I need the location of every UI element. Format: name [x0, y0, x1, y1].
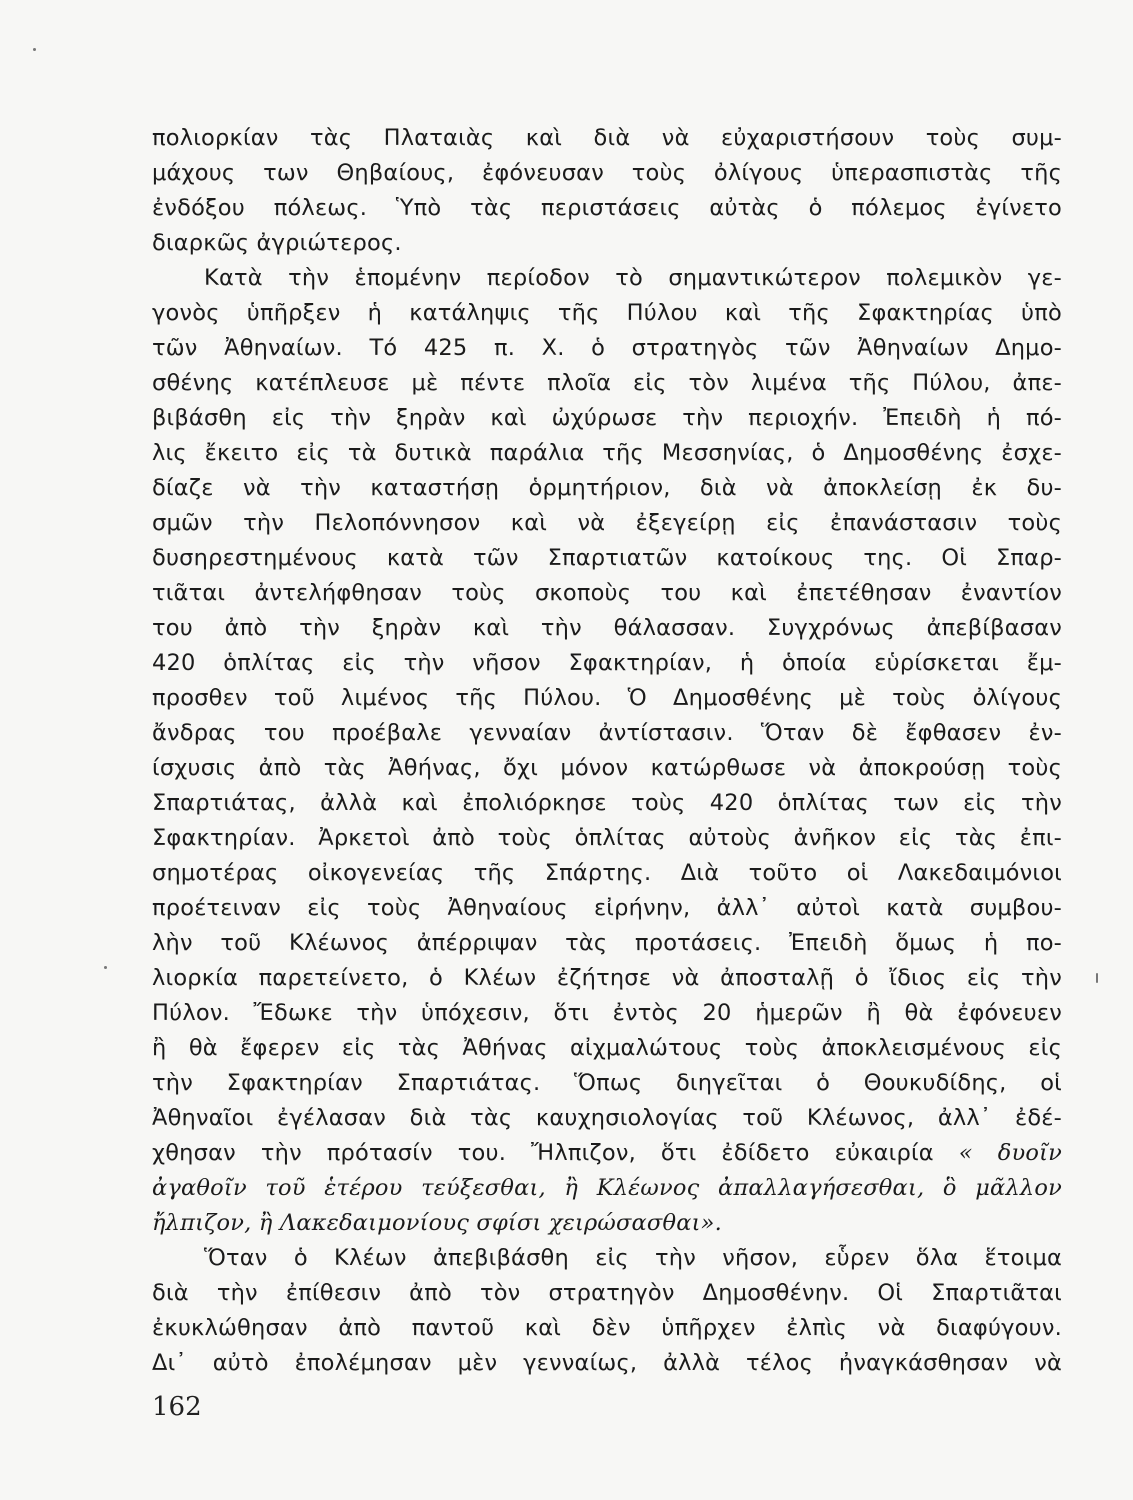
- scan-speck: [1096, 973, 1098, 983]
- text-line-with-quote: [152, 1136, 1062, 1171]
- paragraph-start-line: Ὅταν ὁ Κλέων ἀπεβιβάσθη εἰς τὴν νῆσον, εὗρεν ὅλα ἕτοιμα: [204, 1245, 1062, 1271]
- text-line: μάχους των Θηβαίους, ἐφόνευσαν τοὺς ὀλίγους ὑπερασπιστὰς τῆς: [152, 160, 1062, 186]
- text-line: Σπαρτιάτας, ἀλλὰ καὶ ἐπολιόρκησε τοὺς 420 ὁπλίτας των εἰς τὴν: [152, 790, 1062, 816]
- text-line: σθένης κατέπλευσε μὲ πέντε πλοῖα εἰς τὸν λιμένα τῆς Πύλου, ἀπε-: [152, 370, 1062, 396]
- text-line: Σφακτηρίαν. Ἀρκετοὶ ἀπὸ τοὺς ὁπλίτας αὐτοὺς ἀνῆκον εἰς τὰς ἐπι-: [152, 825, 1062, 851]
- text-line: δίαζε νὰ τὴν καταστήσῃ ὁρμητήριον, διὰ νὰ ἀποκλείσῃ ἐκ δυ-: [152, 475, 1062, 501]
- text-line: λιορκία παρετείνετο, ὁ Κλέων ἐζήτησε νὰ ἀποσταλῇ ὁ ἴδιος εἰς τὴν: [152, 965, 1062, 991]
- text-line: προσθεν τοῦ λιμένος τῆς Πύλου. Ὁ Δημοσθένης μὲ τοὺς ὀλίγους: [152, 685, 1062, 711]
- quote-open: « δυοῖν: [958, 1140, 1062, 1166]
- text-line: γονὸς ὑπῆρξεν ἡ κατάληψις τῆς Πύλου καὶ τῆς Σφακτηρίας ὑπὸ: [152, 300, 1062, 326]
- quote-line: ἀγαθοῖν τοῦ ἑτέρου τεύξεσθαι, ἢ Κλέωνος ἀπαλλαγήσεσθαι, ὃ μᾶλλον: [152, 1175, 1062, 1201]
- body-text: [152, 121, 1062, 1381]
- text-line: προέτειναν εἰς τοὺς Ἀθηναίους εἰρήνην, ἀλλ᾽ αὐτοὶ κατὰ συμβου-: [152, 895, 1062, 921]
- text-line: ἢ θὰ ἔφερεν εἰς τὰς Ἀθήνας αἰχμαλώτους τοὺς ἀποκλεισμένους εἰς: [152, 1035, 1062, 1061]
- text-line: πολιορκίαν τὰς Πλαταιὰς καὶ διὰ νὰ εὐχαριστήσουν τοὺς συμ-: [152, 125, 1062, 151]
- text-line: λὴν τοῦ Κλέωνος ἀπέρριψαν τὰς προτάσεις. Ἐπειδὴ ὅμως ἡ πο-: [152, 930, 1062, 956]
- text-line: Ἀθηναῖοι ἐγέλασαν διὰ τὰς καυχησιολογίας τοῦ Κλέωνος, ἀλλ᾽ ἐδέ-: [152, 1105, 1062, 1131]
- quote-line: ἤλπιζον, ἢ Λακεδαιμονίους σφίσι χειρώσασθαι».: [152, 1210, 722, 1236]
- text-line: διὰ τὴν ἐπίθεσιν ἀπὸ τὸν στρατηγὸν Δημοσθένην. Οἱ Σπαρτιᾶται: [152, 1280, 1062, 1306]
- scan-speck: [33, 48, 36, 51]
- text-line: δυσηρεστημένους κατὰ τῶν Σπαρτιατῶν κατοίκους της. Οἱ Σπαρ-: [152, 545, 1062, 571]
- text-line: Πύλον. Ἔδωκε τὴν ὑπόχεσιν, ὅτι ἐντὸς 20 ἡμερῶν ἢ θὰ ἐφόνευεν: [152, 1000, 1062, 1026]
- text-line: ἐνδόξου πόλεως. Ὑπὸ τὰς περιστάσεις αὐτὰς ὁ πόλεμος ἐγίνετο: [152, 195, 1062, 221]
- text-line: διαρκῶς ἀγριώτερος.: [152, 230, 402, 256]
- text-line: σμῶν τὴν Πελοπόννησον καὶ νὰ ἐξεγείρῃ εἰς ἐπανάστασιν τοὺς: [152, 510, 1062, 536]
- text-segment: χθησαν τὴν πρότασίν του. Ἤλπιζον, ὅτι ἐδίδετο εὐκαιρία: [152, 1140, 934, 1166]
- paragraph-start-line: Κατὰ τὴν ἑπομένην περίοδον τὸ σημαντικώτερον πολεμικὸν γε-: [204, 265, 1062, 291]
- text-line: τὴν Σφακτηρίαν Σπαρτιάτας. Ὅπως διηγεῖται ὁ Θουκυδίδης, οἱ: [152, 1070, 1062, 1096]
- text-line: 420 ὁπλίτας εἰς τὴν νῆσον Σφακτηρίαν, ἡ ὁποία εὑρίσκεται ἔμ-: [152, 650, 1062, 676]
- text-line: του ἀπὸ τὴν ξηρὰν καὶ τὴν θάλασσαν. Συγχρόνως ἀπεβίβασαν: [152, 615, 1062, 641]
- text-line: βιβάσθη εἰς τὴν ξηρὰν καὶ ὠχύρωσε τὴν περιοχήν. Ἐπειδὴ ἡ πό-: [152, 405, 1062, 431]
- text-line: τῶν Ἀθηναίων. Τό 425 π. Χ. ὁ στρατηγὸς τῶν Ἀθηναίων Δημο-: [152, 335, 1062, 361]
- text-line: ἄνδρας του προέβαλε γενναίαν ἀντίστασιν. Ὅταν δὲ ἔφθασεν ἐν-: [152, 720, 1062, 746]
- text-line: τιᾶται ἀντελήφθησαν τοὺς σκοποὺς του καὶ ἐπετέθησαν ἐναντίον: [152, 580, 1062, 606]
- text-line: Δι᾽ αὐτὸ ἐπολέμησαν μὲν γενναίως, ἀλλὰ τέλος ἠναγκάσθησαν νὰ: [152, 1350, 1062, 1376]
- scan-speck: [104, 966, 107, 969]
- page-number: 162: [152, 1392, 202, 1422]
- text-line: ίσχυσις ἀπὸ τὰς Ἀθήνας, ὄχι μόνον κατώρθωσε νὰ ἀποκρούσῃ τοὺς: [152, 755, 1062, 781]
- text-line: σημοτέρας οἰκογενείας τῆς Σπάρτης. Διὰ τοῦτο οἱ Λακεδαιμόνιοι: [152, 860, 1062, 886]
- text-line: λις ἔκειτο εἰς τὰ δυτικὰ παράλια τῆς Μεσσηνίας, ὁ Δημοσθένης ἐσχε-: [152, 440, 1062, 466]
- text-line: ἐκυκλώθησαν ἀπὸ παντοῦ καὶ δὲν ὑπῆρχεν ἐλπὶς νὰ διαφύγουν.: [152, 1315, 1062, 1341]
